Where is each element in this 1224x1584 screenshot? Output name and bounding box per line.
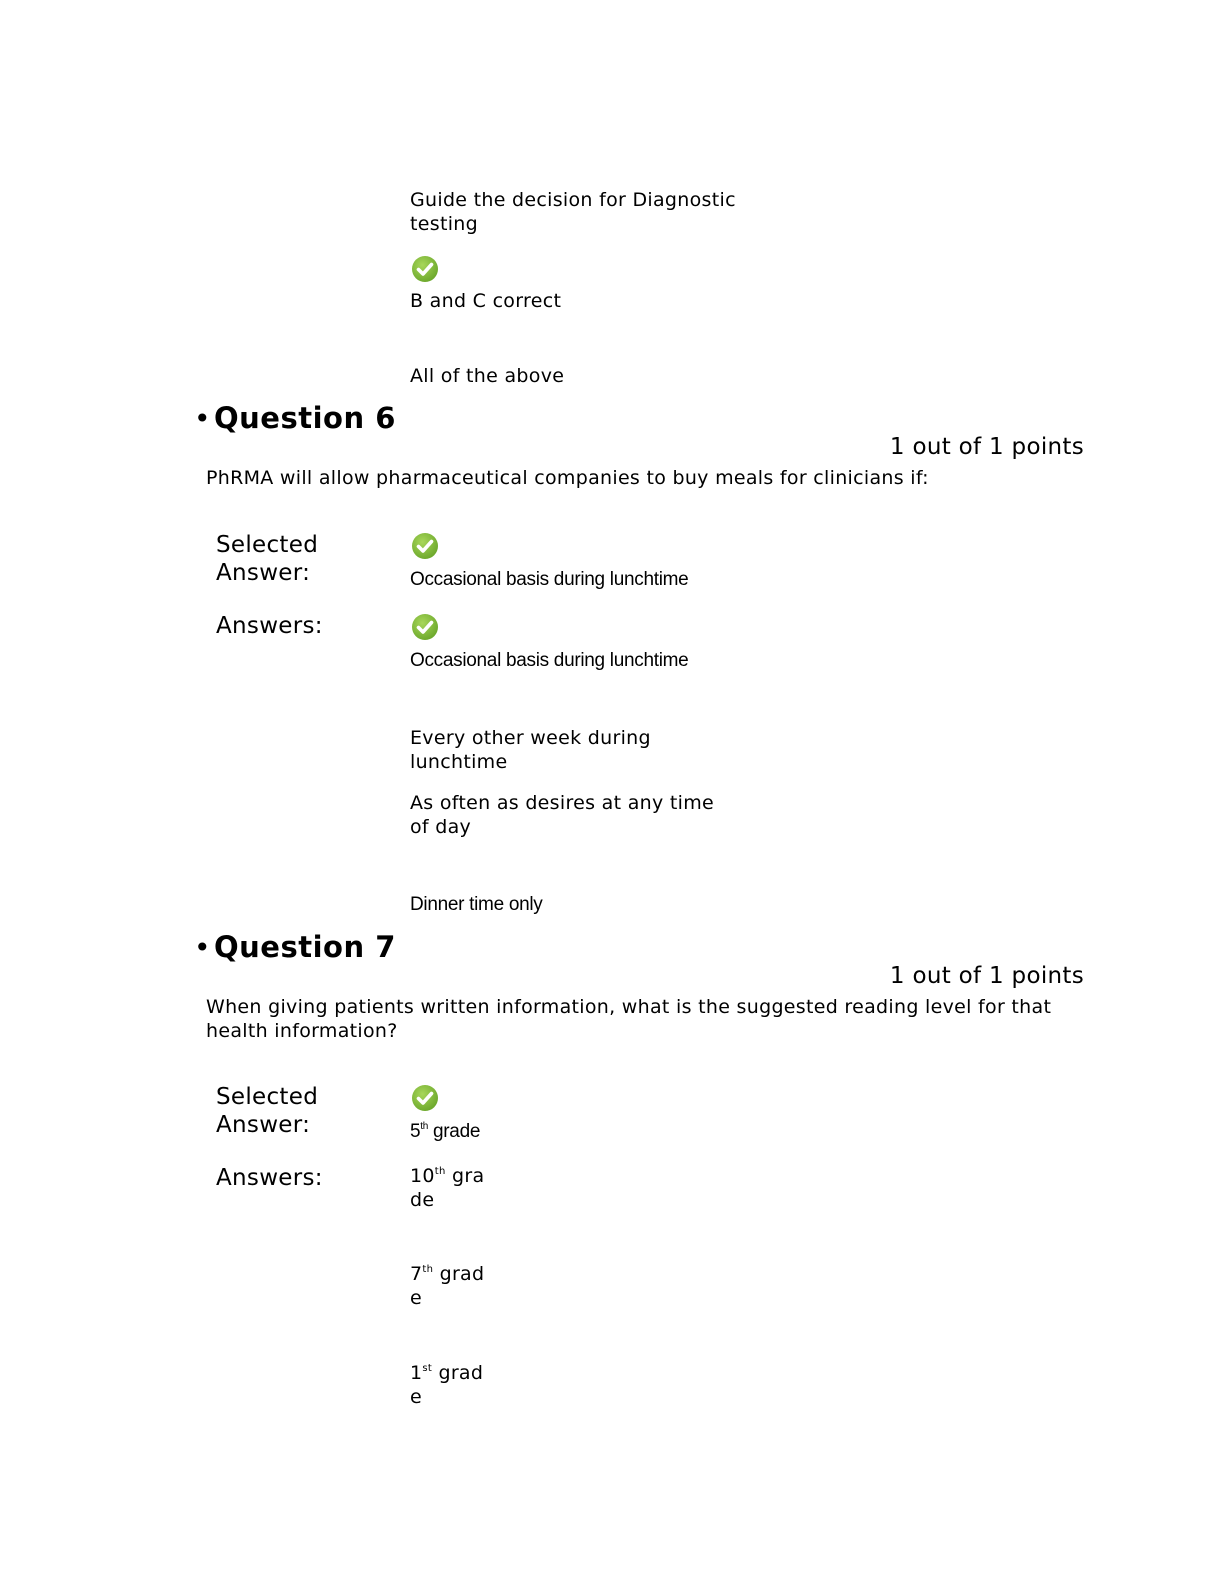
answer-option xyxy=(410,1164,490,1212)
question-title: Question 6 xyxy=(214,401,396,435)
grade-word: grade xyxy=(410,1362,484,1408)
answers-label: Answers: xyxy=(216,1165,323,1191)
correct-check-icon xyxy=(411,613,439,641)
selected-answer-label: Selected Answer: xyxy=(216,1084,319,1138)
question-title: Question 7 xyxy=(214,930,396,964)
answer-option: B and C correct xyxy=(410,290,562,312)
answer-option: As often as desires at any time of day xyxy=(410,792,714,838)
grade-number: 7 xyxy=(410,1263,423,1285)
answer-option: Dinner time only xyxy=(410,894,543,915)
grade-number: 10 xyxy=(410,1165,435,1187)
ordinal-suffix: th xyxy=(422,1264,434,1275)
ordinal-suffix: th xyxy=(420,1121,429,1132)
points-score: 1 out of 1 points xyxy=(889,963,1084,989)
bullet: • xyxy=(194,931,211,964)
answer-option: Every other week during lunchtime xyxy=(410,727,651,773)
answer-option xyxy=(410,1361,490,1409)
answer-option: Guide the decision for Diagnostic testing xyxy=(410,189,736,235)
question-prompt: When giving patients written information, what is the suggested reading level for that health information? xyxy=(206,996,1052,1042)
points-score: 1 out of 1 points xyxy=(889,434,1084,460)
correct-check-icon xyxy=(411,532,439,560)
correct-check-icon xyxy=(411,1084,439,1112)
ordinal-suffix: th xyxy=(434,1166,446,1177)
answer-option xyxy=(410,1262,490,1310)
answers-label: Answers: xyxy=(216,613,323,639)
bullet: • xyxy=(194,402,211,435)
selected-answer-label: Selected Answer: xyxy=(216,532,319,586)
grade-word: grade xyxy=(410,1263,485,1309)
selected-answer xyxy=(410,1120,480,1144)
answer-option: Occasional basis during lunchtime xyxy=(410,650,689,671)
grade-word: grade xyxy=(410,1165,485,1211)
grade-number: 1 xyxy=(410,1362,423,1384)
answer-option: All of the above xyxy=(410,365,565,387)
ordinal-suffix: st xyxy=(422,1363,433,1374)
grade-word: grade xyxy=(428,1121,481,1142)
selected-answer: Occasional basis during lunchtime xyxy=(410,569,689,590)
grade-number: 5 xyxy=(410,1121,421,1142)
question-prompt: PhRMA will allow pharmaceutical companies to buy meals for clinicians if: xyxy=(206,467,929,489)
correct-check-icon xyxy=(411,255,439,283)
